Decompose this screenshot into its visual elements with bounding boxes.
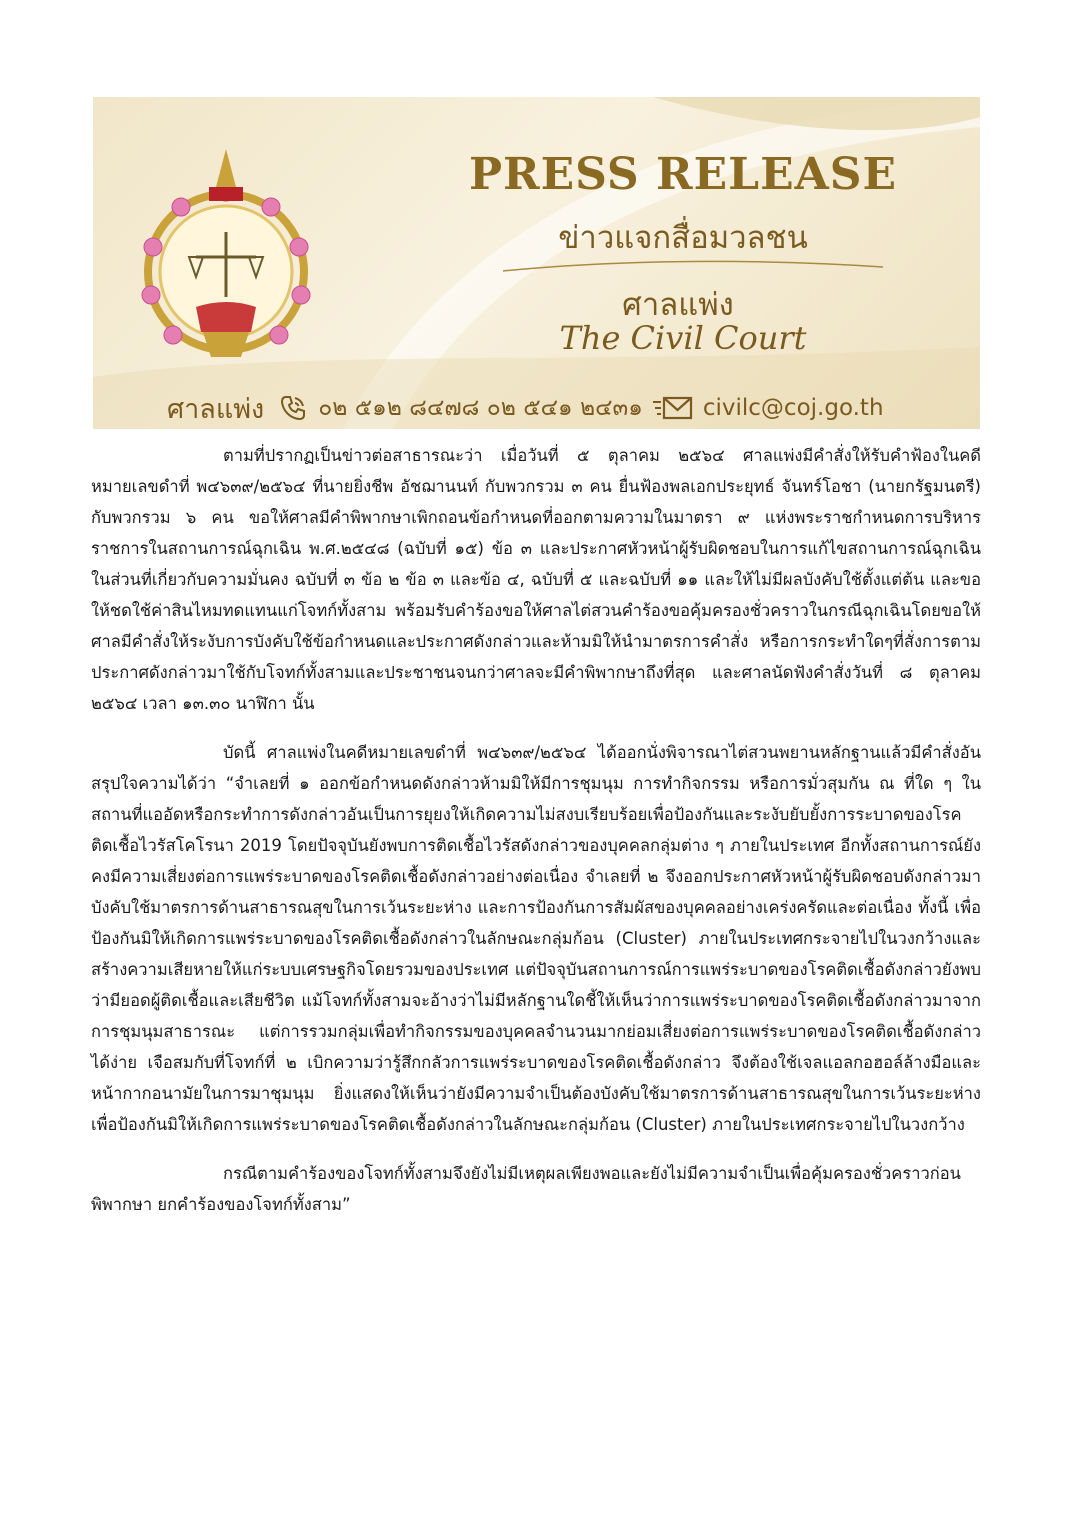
contact-row [167,391,884,425]
banner-divider [503,257,883,277]
press-release-subtitle: ข่าวแจกสื่อมวลชน [558,220,808,256]
press-release-banner [93,97,980,429]
contact-email[interactable]: civilc@coj.go.th [702,395,884,421]
civil-court-emblem [141,147,311,377]
contact-court-label: ศาลแพ่ง [167,393,265,425]
body-paragraph-3: กรณีตามคำร้องของโจทก์ทั้งสามจึงยังไม่มีเหตุผลเพียงพอและยังไม่มีความจำเป็นเพื่อคุ้มครองชั่วคราวก่อนพิพากษา ยกคำร้องของโจทก์ทั้งสาม” [91,1164,961,1214]
contact-phones: ๐๒ ๕๑๒ ๘๔๗๘ ๐๒ ๕๔๑ ๒๔๓๑ [318,395,643,421]
court-name-thai: ศาลแพ่ง [622,287,734,323]
phone-icon [278,393,308,423]
mail-icon [653,394,693,422]
press-release-title: PRESS RELEASE [468,149,898,200]
body-paragraph-2: บัดนี้ ศาลแพ่งในคดีหมายเลขดำที่ พ๔๖๓๙/๒๕๖๔ ได้ออกนั่งพิจารณาไต่สวนพยานหลักฐานแล้วมีคำสั่งอันสรุปใจความได้ว่า “จำเลยที่ ๑ ออกข้อกำหนดดังกล่าวห้ามมิให้มีการชุมนุม การทำกิจกรรม หรือการมั่วสุมกัน ณ ที่ใด ๆ ในสถานที่แออัดหรือกระทำการดังกล่าวอันเป็นการยุยงให้เกิดความไม่สงบเรียบร้อยเพื่อป้องกันและระงับยับยั้งการระบาดของโรคติดเชื้อไวรัสโคโรนา 2019 โดยปัจจุบันยังพบการติดเชื้อไวรัสดังกล่าวของบุคคลกลุ่มต่าง ๆ ภายในประเทศ อีกทั้งสถานการณ์ยังคงมีความเสี่ยงต่อการแพร่ระบาดของโรคติดเชื้อดังกล่าวอย่างต่อเนื่อง จำเลยที่ ๒ จึงออกประกาศหัวหน้าผู้รับผิดชอบดังกล่าวมาบังคับใช้มาตรการด้านสาธารณสุขในการเว้นระยะห่าง และการป้องกันการสัมผัสของบุคคลอย่างเคร่งครัดและต่อเนื่อง ทั้งนี้ เพื่อป้องกันมิให้เกิดการแพร่ระบาดของโรคติดเชื้อดังกล่าวในลักษณะกลุ่มก้อน (Cluster) ภายในประเทศกระจายไปในวงกว้างและสร้างความเสียหายให้แก่ระบบเศรษฐกิจโดยรวมของประเทศ แต่ปัจจุบันสถานการณ์การแพร่ระบาดของโรคติดเชื้อดังกล่าวยังพบว่ามียอดผู้ติดเชื้อและเสียชีวิต แม้โจทก์ทั้งสามจะอ้างว่าไม่มีหลักฐานใดชี้ให้เห็นว่าการแพร่ระบาดของโรคติดเชื้อดังกล่าวมาจากการชุมนุมสาธารณะ แต่การรวมกลุ่มเพื่อทำกิจกรรมของบุคคลจำนวนมากย่อมเสี่ยงต่อการแพร่ระบาดของโรคติดเชื้อดังกล่าวได้ง่าย เจือสมกับที่โจทก์ที่ ๒ เบิกความว่ารู้สึกกลัวการแพร่ระบาดของโรคติดเชื้อดังกล่าว จึงต้องใช้เจลแอลกอฮอล์ล้างมือและหน้ากากอนามัยในการมาชุมนุม ยิ่งแสดงให้เห็นว่ายังมีความจำเป็นต้องบังคับใช้มาตรการด้านสาธารณสุขในการเว้นระยะห่างเพื่อป้องกันมิให้เกิดการแพร่ระบาดของโรคติดเชื้อดังกล่าวในลักษณะกลุ่มก้อน (Cluster) ภายในประเทศกระจายไปในวงกว้าง [91,743,981,1134]
court-name-english: The Civil Court [559,319,807,357]
body-paragraph-1: ตามที่ปรากฏเป็นข่าวต่อสาธารณะว่า เมื่อวันที่ ๕ ตุลาคม ๒๕๖๔ ศาลแพ่งมีคำสั่งให้รับคำฟ้องในคดีหมายเลขดำที่ พ๔๖๓๙/๒๕๖๔ ที่นายยิ่งชีพ อัชฌานนท์ กับพวกรวม ๓ คน ยื่นฟ้องพลเอกประยุทธ์ จันทร์โอชา (นายกรัฐมนตรี) กับพวกรวม ๖ คน ขอให้ศาลมีคำพิพากษาเพิกถอนข้อกำหนดที่ออกตามความในมาตรา ๙ แห่งพระราชกำหนดการบริหารราชการในสถานการณ์ฉุกเฉิน พ.ศ.๒๕๔๘ (ฉบับที่ ๑๕) ข้อ ๓ และประกาศหัวหน้าผู้รับผิดชอบในการแก้ไขสถานการณ์ฉุกเฉินในส่วนที่เกี่ยวกับความมั่นคง ฉบับที่ ๓ ข้อ ๒ ข้อ ๓ และข้อ ๔, ฉบับที่ ๕ และฉบับที่ ๑๑ และให้ไม่มีผลบังคับใช้ตั้งแต่ต้น และขอให้ชดใช้ค่าสินไหมทดแทนแก่โจทก์ทั้งสาม พร้อมรับคำร้องขอให้ศาลไต่สวนคำร้องขอคุ้มครองชั่วคราวในกรณีฉุกเฉินโดยขอให้ศาลมีคำสั่งให้ระงับการบังคับใช้ข้อกำหนดและประกาศดังกล่าวและห้ามมิให้นำมาตรการคำสั่ง หรือการกระทำใดๆที่สั่งการตามประกาศดังกล่าวมาใช้กับโจทก์ทั้งสามและประชาชนจนกว่าศาลจะมีคำพิพากษาถึงที่สุด และศาลนัดฟังคำสั่งวันที่ ๘ ตุลาคม ๒๕๖๔ เวลา ๑๓.๓๐ นาฬิกา นั้น [91,446,981,713]
press-release-body [91,440,981,1238]
